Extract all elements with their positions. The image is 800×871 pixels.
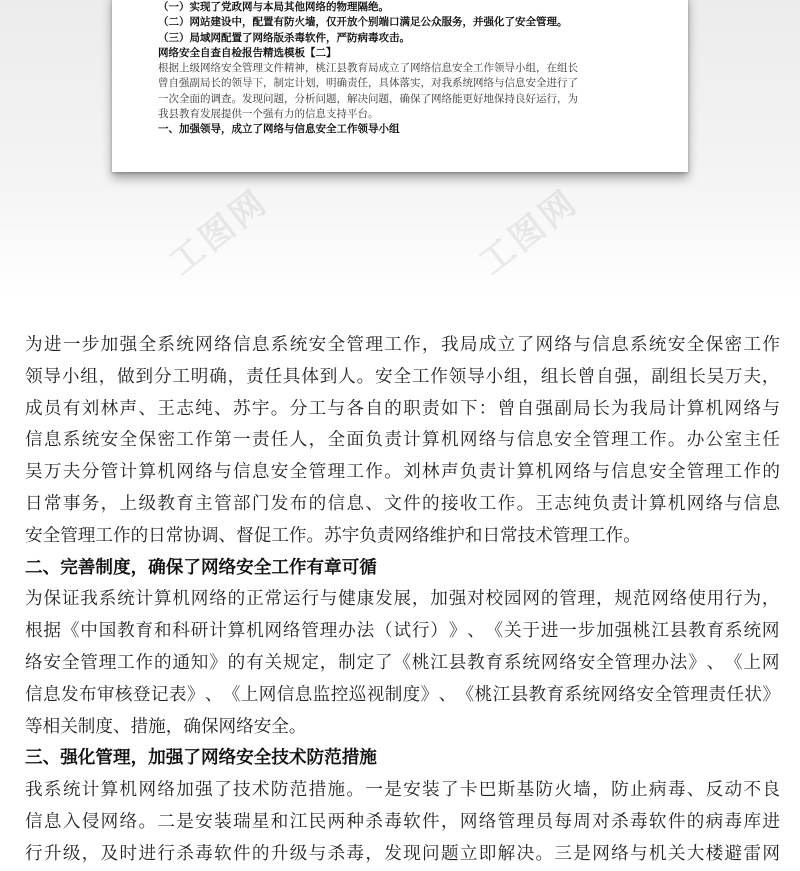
paragraph-line: 行 升 级 ， 及 时 进 行 杀 毒 软 件 的 升 级 与 杀 毒 ， 发 现 问 题 立 即 解 决 。 三 是 网 络 与 机 关 大 楼 避 雷 网 (25, 843, 780, 864)
paragraph-line: 安全管理工作的日常协调、督促工作。苏宇负责网络维护和日常技术管理工作。 (25, 525, 641, 546)
paragraph-line: 成 员 有 刘 林 声 、 王 志 纯 、 苏 宇 。 分 工 与 各 自 的 职 责 如 下 ： 曾 自 强 副 局 长 为 我 局 计 算 机 网 络 与 (25, 398, 780, 419)
preview-text-line: 根据上级网络安全管理文件精神，桃江县教育局成立了网络信息安全工作领导小组，在组长 (158, 62, 578, 75)
paragraph-line: 为 保 证 我 系 统 计 算 机 网 络 的 正 常 运 行 与 健 康 发 展 ， 加 强 对 校 园 网 的 管 理 ， 规 范 网 络 使 用 行 为 ， (25, 589, 780, 610)
preview-text-line: 我县教育发展提供一个强有力的信息支持平台。 (158, 108, 379, 121)
document-preview-card (112, 0, 688, 172)
preview-text-block (158, 0, 648, 138)
preview-heading-line: （一）实现了党政网与本局其他网络的物理隔绝。 (158, 1, 389, 13)
paragraph-line: 我 系 统 计 算 机 网 络 加 强 了 技 术 防 范 措 施 。 一 是 安 装 了 卡 巴 斯 基 防 火 墙 ， 防 止 病 毒 、 反 动 不 良 (25, 780, 780, 801)
preview-heading-line: （二）网站建设中，配置有防火墙，仅开放个别端口满足公众服务，并强化了安全管理。 (158, 16, 568, 29)
section-heading: 三、强化管理，加强了网络安全技术防范措施 (25, 748, 377, 769)
paragraph-line: 吴 万 夫 分 管 计 算 机 网 络 与 信 息 安 全 管 理 工 作 。 刘 林 声 负 责 计 算 机 网 络 与 信 息 安 全 管 理 工 作 的 (25, 462, 780, 483)
section-heading: 二、完善制度，确保了网络安全工作有章可循 (25, 557, 377, 578)
paragraph-line: 信 息 发 布 审 核 登 记 表 》 、 《 上 网 信 息 监 控 巡 视 制 度 》 、 《 桃 江 县 教 育 系 统 网 络 安 全 管 理 责 任 状 》 (25, 684, 780, 705)
paragraph-line: 信 息 系 统 安 全 保 密 工 作 第 一 责 任 人 ， 全 面 负 责 计 算 机 网 络 与 信 息 安 全 管 理 工 作 。 办 公 室 主 任 (25, 430, 780, 451)
paragraph-line: 络 安 全 管 理 工 作 的 通 知 》 的 有 关 规 定 ， 制 定 了 《 桃 江 县 教 育 系 统 网 络 安 全 管 理 办 法 》 、 《 上 网 (25, 652, 780, 673)
paragraph-line: 日 常 事 务 ， 上 级 教 育 主 管 部 门 发 布 的 信 息 、 文 件 的 接 收 工 作 。 王 志 纯 负 责 计 算 机 网 络 与 信 息 (25, 493, 780, 514)
main-text-block (25, 330, 780, 871)
preview-heading-line: （三）局域网配置了网络版杀毒软件，严防病毒攻击。 (158, 31, 410, 44)
preview-text-line: 曾自强副局长的领导下，制定计划，明确责任，具体落实，对我系统网络与信息安全进行了 (158, 77, 578, 90)
paragraph-line: 等相关制度、措施，确保网络安全。 (25, 716, 307, 737)
preview-heading-line: 网络安全自查自检报告精选模板【二】 (158, 46, 337, 59)
paragraph-line: 根 据 《 中 国 教 育 和 科 研 计 算 机 网 络 管 理 办 法 （ 试 行 ） 》 、 《 关 于 进 一 步 加 强 桃 江 县 教 育 系 统 网 (25, 621, 780, 642)
paragraph-line: 领 导 小 组 ， 做 到 分 工 明 确 ， 责 任 具 体 到 人 。 安 全 工 作 领 导 小 组 ， 组 长 曾 自 强 ， 副 组 长 吴 万 夫 ， (25, 366, 780, 387)
paragraph-line: 信 息 入 侵 网 络 。 二 是 安 装 瑞 星 和 江 民 两 种 杀 毒 软 件 ， 网 络 管 理 员 每 周 对 杀 毒 软 件 的 病 毒 库 进 (25, 811, 780, 832)
paragraph-line: 为 进 一 步 加 强 全 系 统 网 络 信 息 系 统 安 全 管 理 工 作 ， 我 局 成 立 了 网 络 与 信 息 系 统 安 全 保 密 工 作 (25, 335, 780, 355)
preview-heading-line: 一、加强领导，成立了网络与信息安全工作领导小组 (158, 123, 400, 136)
preview-text-line: 一次全面的调查。发现问题，分析问题，解决问题，确保了网络能更好地保持良好运行，为 (158, 92, 578, 105)
